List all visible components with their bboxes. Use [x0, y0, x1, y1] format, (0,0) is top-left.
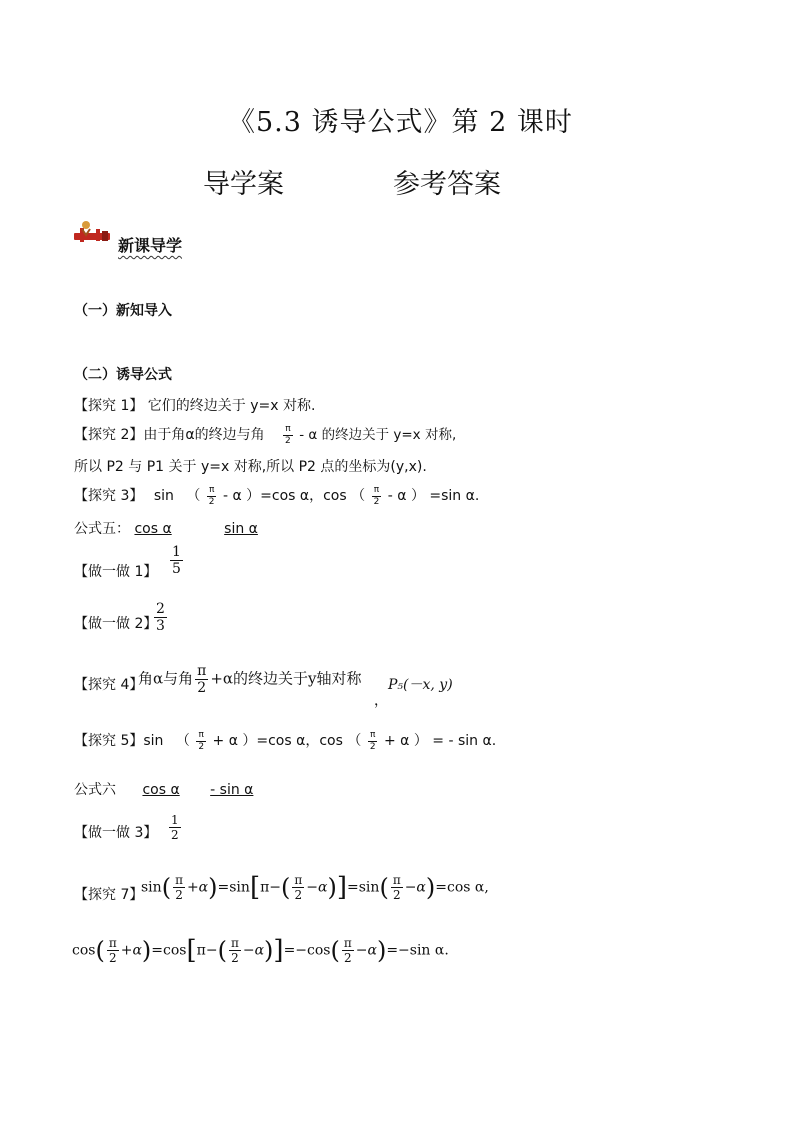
formula-6-neg-sin: - sin α: [210, 782, 254, 798]
section-induction-formulas: （二）诱导公式: [74, 367, 172, 383]
inquiry-5: 【探究 5】sin （ $\frac{\pi}{2}$ + α ）=cos α，cos （ $\frac{\pi}{2}$ + α ） = - sin α.: [74, 729, 497, 752]
inquiry-5-mid: + α ）=cos α，cos （: [212, 733, 362, 749]
fraction-pi-over-2: $\frac{\pi}{2}$: [108, 936, 117, 965]
section-logo-icon: [72, 219, 112, 249]
inquiry-4-point: P₅(－x, y): [388, 677, 453, 693]
inquiry-3-sin: sin: [153, 488, 174, 504]
fraction-pi-over-2: $\frac{\pi}{2}$: [230, 936, 239, 965]
try-it-3-answer: [167, 814, 183, 841]
inquiry-4-label: 【探究 4】: [74, 677, 144, 693]
section-new-knowledge: （一）新知导入: [74, 303, 172, 319]
inquiry-7-equation-1: sin( $\frac{\pi}{2}$ +α)=sin[π−( $\frac{\pi}{2}$ −α)]=sin( $\frac{\pi}{2}$ −α)=cos α,: [141, 872, 489, 903]
fraction-pi-over-2: $\frac{\pi}{2}$: [369, 729, 376, 752]
inquiry-3-label: 【探究 3】: [74, 488, 144, 504]
fraction-pi-over-2: $\frac{\pi}{2}$: [294, 873, 303, 902]
fraction-pi-over-2: $\frac{\pi}{2}$: [175, 873, 183, 902]
section-header: 新课导学: [118, 236, 183, 255]
inquiry-1-text: 它们的终边关于 y=x 对称.: [143, 398, 316, 414]
try-it-2-numerator: 2: [156, 601, 165, 617]
try-it-1-answer: [168, 545, 185, 576]
formula-5: [74, 518, 268, 538]
inquiry-5-label: 【探究 5】: [74, 733, 144, 749]
inquiry-1: [74, 395, 315, 415]
subtitle-study-guide: 导学案: [203, 169, 284, 200]
try-it-1-numerator: 1: [172, 544, 181, 560]
try-it-2-label: 【做一做 2】: [74, 616, 158, 632]
fraction-pi-over-2: $\frac{\pi}{2}$: [392, 873, 401, 902]
inquiry-3-end: - α ） =sin α.: [387, 488, 480, 504]
try-it-2-answer: [152, 602, 169, 633]
formula-5-cos: cos α: [134, 521, 172, 537]
inquiry-4-text-a: 角α与角: [138, 669, 194, 688]
page-title: 《5.3 诱导公式》第 2 课时: [228, 107, 573, 138]
try-it-3-numerator: 1: [171, 813, 179, 827]
inquiry-7-equation-2: cos( $\frac{\pi}{2}$ +α)=cos[π−( $\frac{\pi}{2}$ −α)]=−cos( $\frac{\pi}{2}$ −α)=−sin α.: [72, 935, 449, 966]
formula-6: [74, 779, 255, 799]
inquiry-2-text-a: 由于角α的终边与角: [143, 427, 265, 443]
formula-5-sin: sin α: [224, 521, 258, 537]
subtitle-answer-key: 参考答案: [393, 169, 501, 200]
inquiry-4-text-b: +α的终边关于y轴对称: [210, 669, 362, 688]
inquiry-3: 【探究 3】 sin （ $\frac{\pi}{2}$ - α ）=cos α，cos （ $\frac{\pi}{2}$ - α ） =sin α.: [74, 484, 480, 507]
fraction-pi-over-2: $\frac{\pi}{2}$: [208, 484, 215, 507]
fraction-pi-over-2: $\frac{\pi}{2}$: [285, 423, 291, 446]
try-it-3-denominator: 2: [171, 828, 179, 842]
fraction-pi-over-2: $\frac{\pi}{2}$: [343, 936, 352, 965]
inquiry-2-text-b: - α 的终边关于 y=x 对称,: [299, 427, 457, 443]
fraction-pi-over-2: $\frac{\pi}{2}$: [373, 484, 380, 507]
inquiry-5-sin: sin: [143, 733, 164, 749]
fraction-pi-over-2: $\frac{\pi}{2}$: [197, 663, 207, 696]
formula-5-label: 公式五：: [74, 521, 130, 537]
inquiry-3-mid: - α ）=cos α，cos （: [222, 488, 366, 504]
inquiry-2-line2: 所以 P2 与 P1 关于 y=x 对称,所以 P2 点的坐标为(y,x).: [74, 459, 427, 475]
inquiry-4-text: [138, 664, 362, 695]
formula-6-label: 公式六: [74, 782, 116, 798]
inquiry-4-comma: ，: [374, 693, 388, 709]
inquiry-5-end: + α ） = - sin α.: [384, 733, 497, 749]
fraction-pi-over-2: $\frac{\pi}{2}$: [198, 729, 205, 752]
try-it-1-label: 【做一做 1】: [74, 564, 158, 580]
inquiry-1-label: 【探究 1】: [74, 398, 144, 414]
inquiry-2-label: 【探究 2】: [74, 427, 144, 443]
try-it-1-denominator: 5: [172, 561, 181, 577]
formula-6-cos: cos α: [142, 782, 180, 798]
inquiry-2: [74, 423, 456, 446]
inquiry-7-label: 【探究 7】: [74, 887, 144, 903]
try-it-2-denominator: 3: [156, 618, 165, 634]
try-it-3-label: 【做一做 3】: [74, 825, 158, 841]
